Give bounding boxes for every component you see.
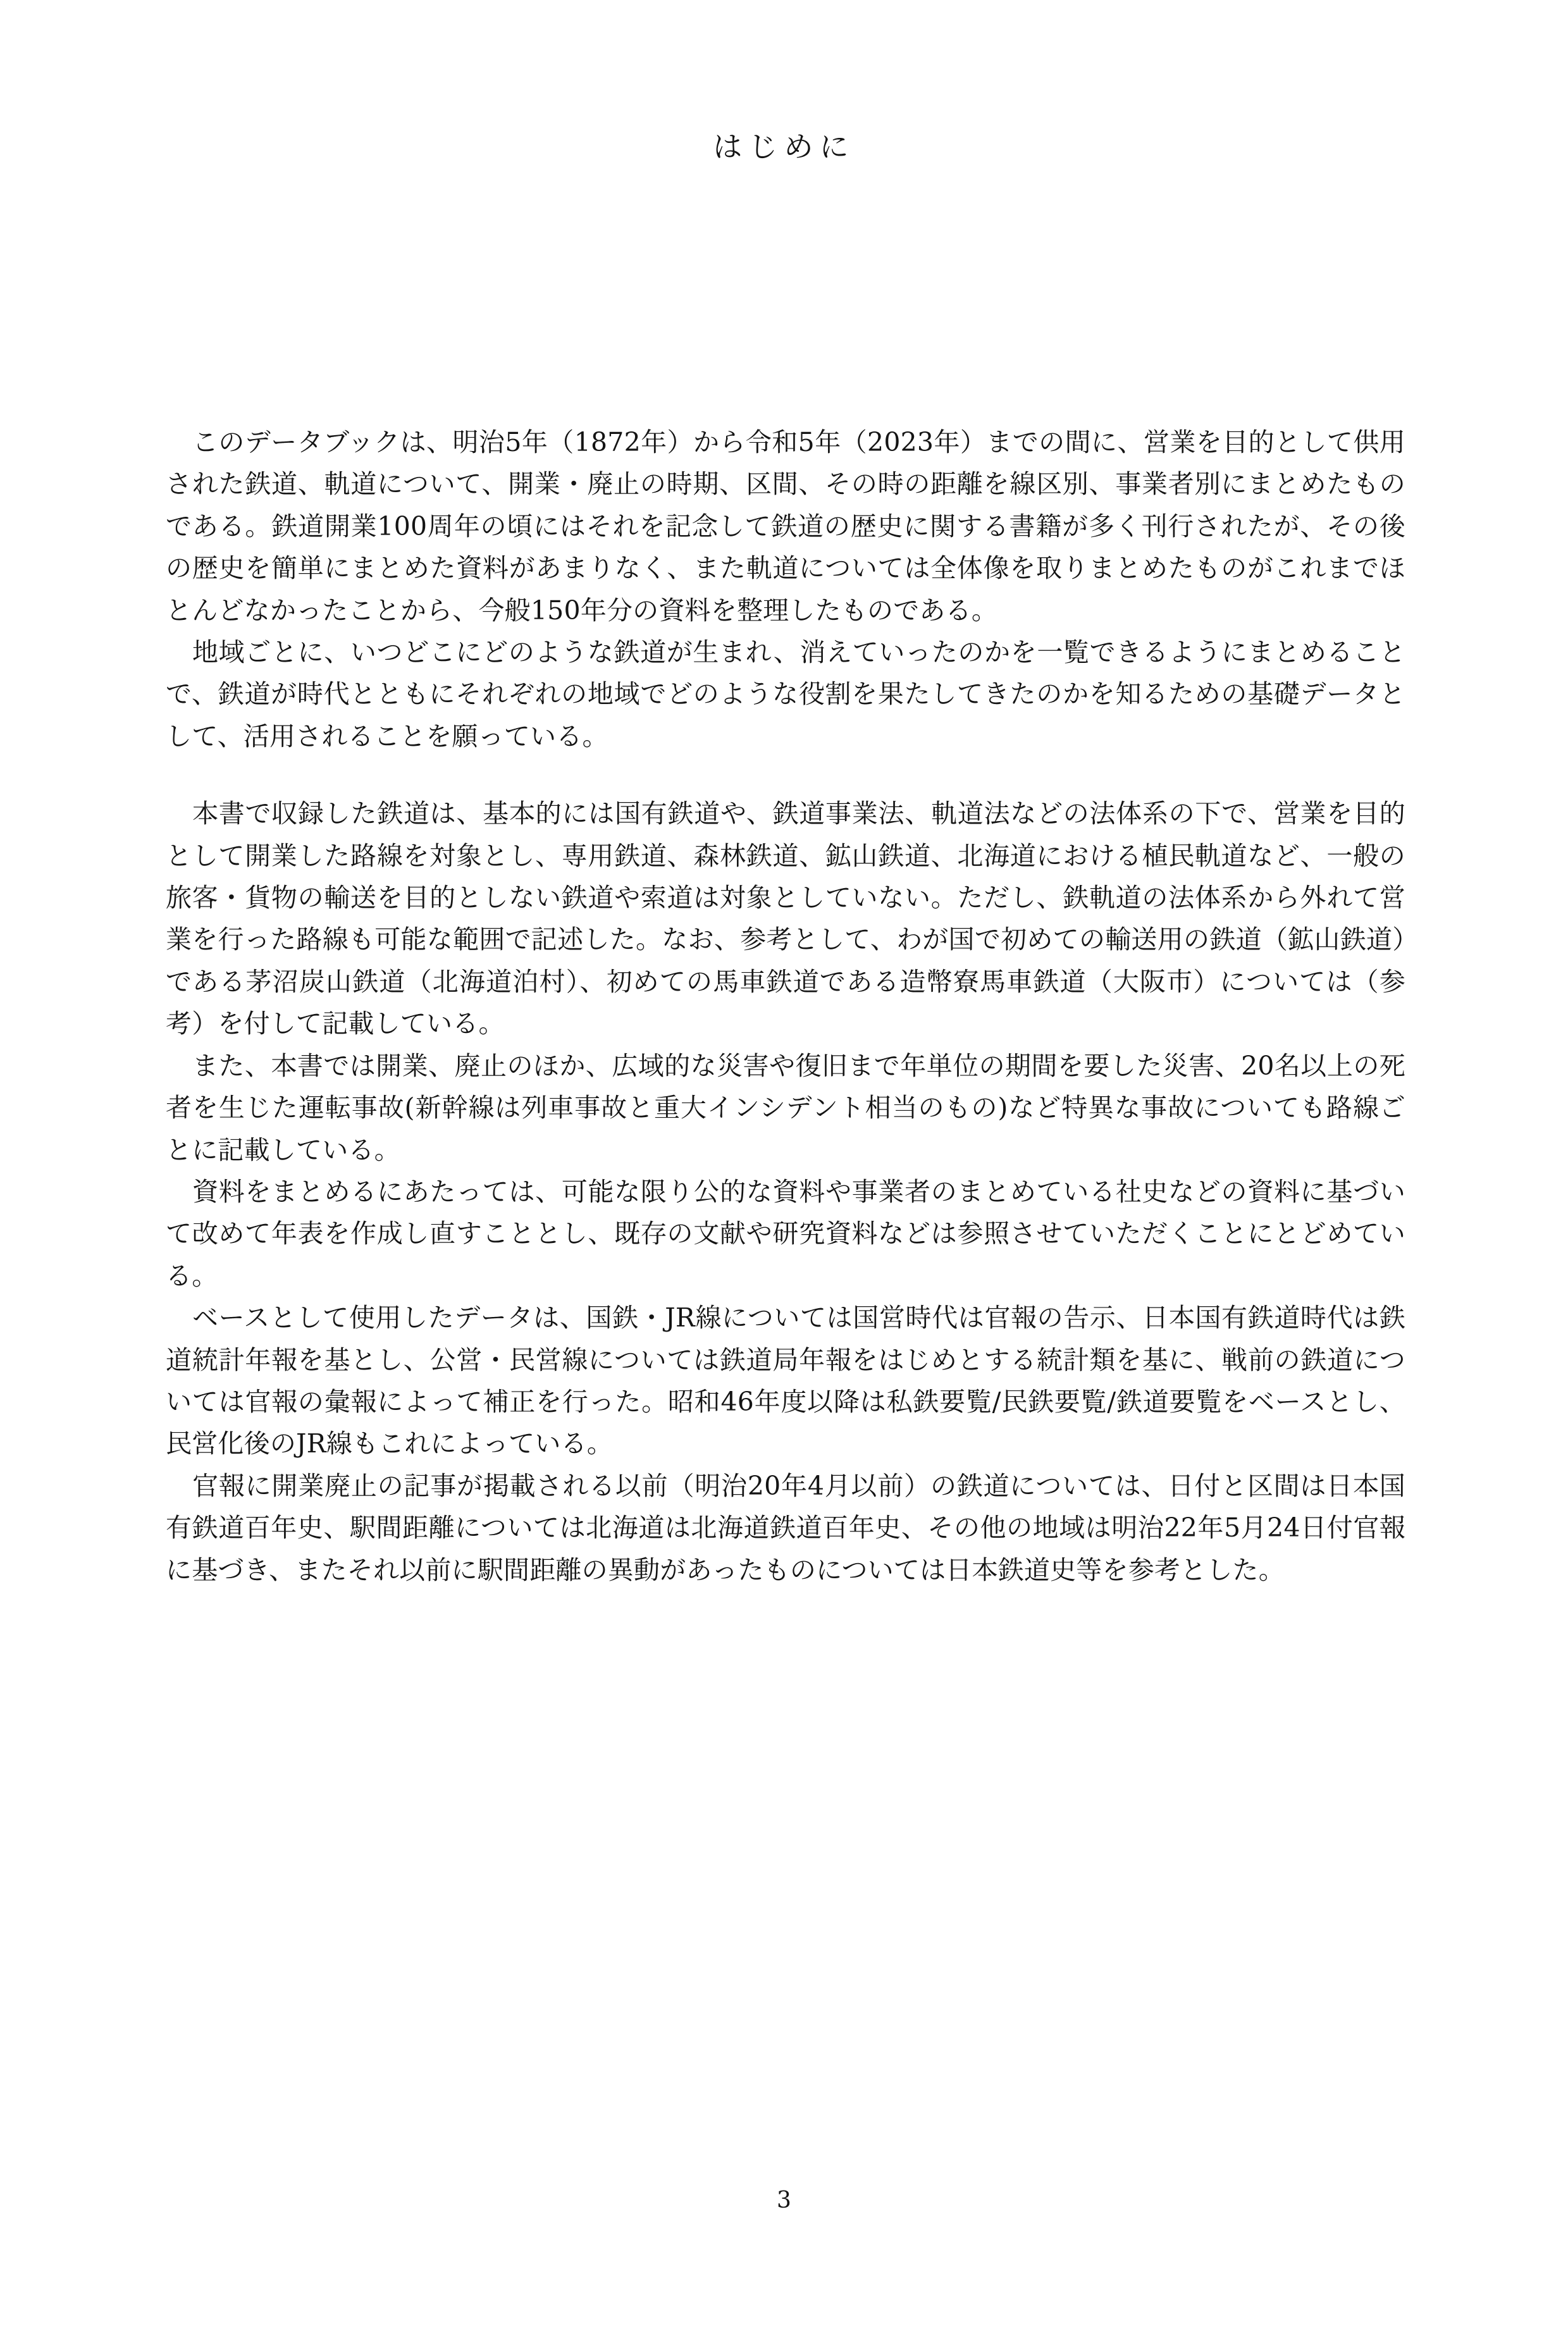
page-number: 3 — [777, 2187, 791, 2213]
paragraph-3: 本書で収録した鉄道は、基本的には国有鉄道や、鉄道事業法、軌道法などの法体系の下で、営業を目的として開業した路線を対象とし、専用鉄道、森林鉄道、鉱山鉄道、北海道における植民軌道など、一般の旅客・貨物の輸送を目的としない鉄道や索道は対象としていない。ただし、鉄軌道の法体系から外れて営業を行った路線も可能な範囲で記述した。なお、参考として、わが国で初めての輸送用の鉄道（鉱山鉄道）である茅沼炭山鉄道（北海道泊村）、初めての馬車鉄道である造幣寮馬車鉄道（大阪市）については（参考）を付して記載している。 — [166, 798, 1405, 1039]
page-title: はじめに — [713, 130, 855, 164]
paragraph-7: 官報に開業廃止の記事が掲載される以前（明治20年4月以前）の鉄道については、日付と区間は日本国有鉄道百年史、駅間距離については北海道は北海道鉄道百年史、その他の地域は明治22年5月24日付官報に基づき、またそれ以前に駅間距離の異動があったものについては日本鉄道史等を参考とした。 — [166, 1470, 1405, 1585]
document-page — [0, 124, 1568, 2343]
body-text — [166, 421, 1405, 1591]
paragraph-1: このデータブックは、明治5年（1872年）から令和5年（2023年）までの間に、営業を目的として供用された鉄道、軌道について、開業・廃止の時期、区間、その時の距離を線区別、事業者別にまとめたものである。鉄道開業100周年の頃にはそれを記念して鉄道の歴史に関する書籍が多く刊行されたが、その後の歴史を簡単にまとめた資料があまりなく、また軌道については全体像を取りまとめたものがこれまでほとんどなかったことから、今般150年分の資料を整理したものである。 — [166, 427, 1405, 626]
paragraph-5: 資料をまとめるにあたっては、可能な限り公的な資料や事業者のまとめている社史などの資料に基づいて改めて年表を作成し直すこととし、既存の文献や研究資料などは参照させていただくことにとどめている。 — [166, 1176, 1405, 1291]
paragraph-6: ベースとして使用したデータは、国鉄・JR線については国営時代は官報の告示、日本国有鉄道時代は鉄道統計年報を基とし、公営・民営線については鉄道局年報をはじめとする統計類を基に、戦前の鉄道については官報の彙報によって補正を行った。昭和46年度以降は私鉄要覧/民鉄要覧/鉄道要覧をベースとし、民営化後のJR線もこれによっている。 — [166, 1302, 1405, 1459]
paragraph-2: 地域ごとに、いつどこにどのような鉄道が生まれ、消えていったのかを一覧できるようにまとめることで、鉄道が時代とともにそれぞれの地域でどのような役割を果たしてきたのかを知るための基礎データとして、活用されることを願っている。 — [166, 637, 1405, 751]
paragraph-4: また、本書では開業、廃止のほか、広域的な災害や復旧まで年単位の期間を要した災害、20名以上の死者を生じた運転事故(新幹線は列車事故と重大インシデント相当のもの)など特異な事故についても路線ごとに記載している。 — [166, 1050, 1405, 1165]
